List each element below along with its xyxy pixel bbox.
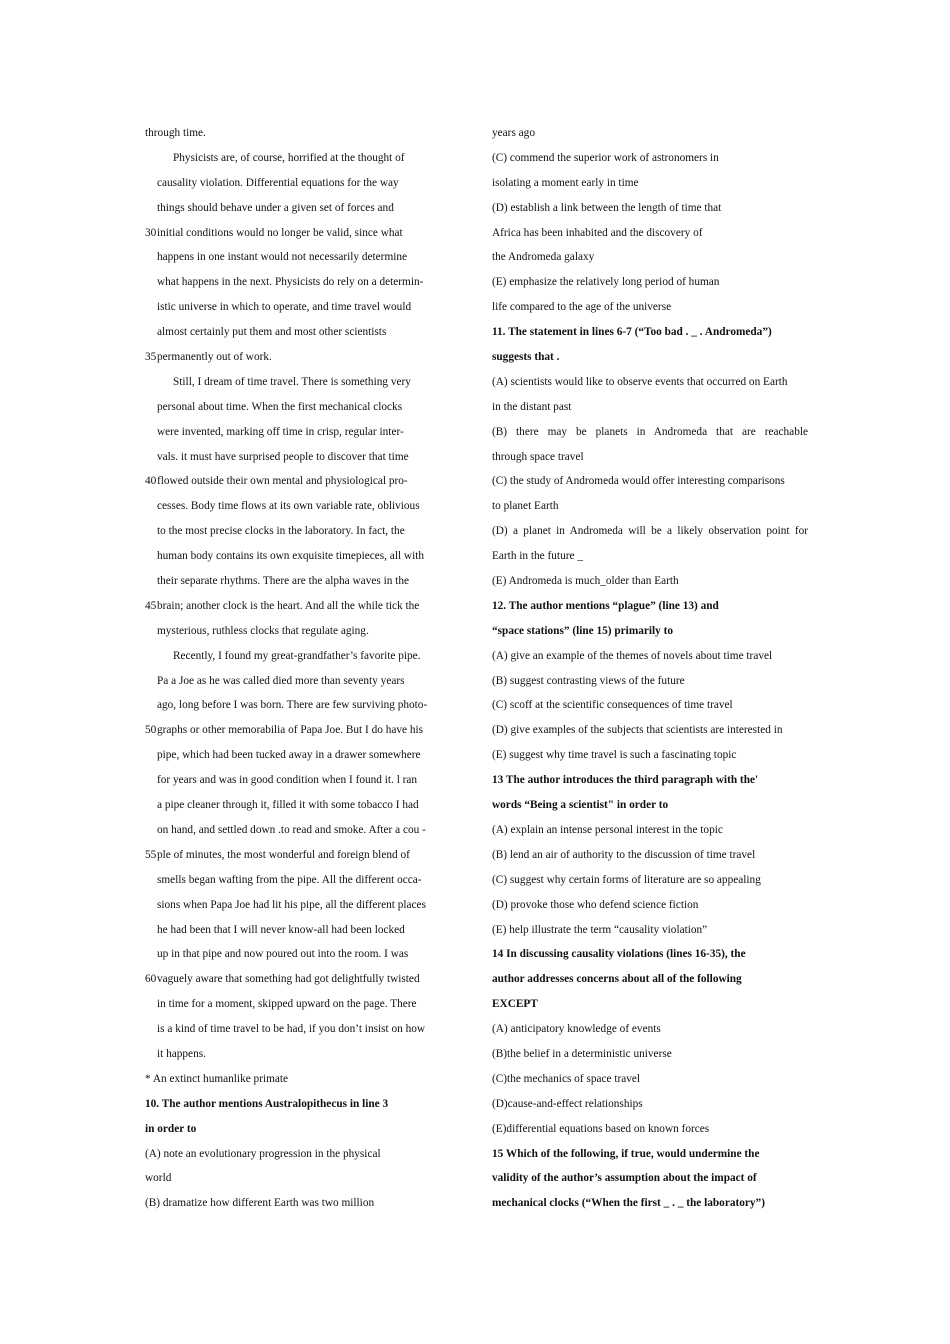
left-line <box>145 519 475 544</box>
right-line-text: Earth in the future _ <box>492 550 583 563</box>
line-number: 35 <box>145 351 157 364</box>
left-line <box>145 1017 475 1042</box>
right-line-text: life compared to the age of the universe <box>492 301 672 314</box>
left-line-text: flowed outside their own mental and physiological pro- <box>157 475 408 488</box>
right-question-line <box>492 619 808 644</box>
right-line-text: (B) there may be planets in Andromeda that are reachable <box>492 425 808 438</box>
left-line <box>145 793 475 818</box>
right-line <box>492 245 808 270</box>
left-line-text: their separate rhythms. There are the alpha waves in the <box>157 575 409 588</box>
right-line-text: (A) scientists would like to observe events that occurred on Earth <box>492 375 788 388</box>
right-line <box>492 395 808 420</box>
right-line-text: 14 In discussing causality violations (lines 16-35), the <box>492 948 746 961</box>
left-line-text: Still, I dream of time travel. There is something very <box>173 375 411 388</box>
left-line <box>145 1067 475 1092</box>
right-line-text: mechanical clocks (“When the first _ . _ the laboratory”) <box>492 1197 765 1210</box>
right-line-text: (B)the belief in a deterministic universe <box>492 1047 672 1060</box>
left-line <box>145 843 475 868</box>
right-line <box>492 1117 808 1142</box>
left-line-text: causality violation. Differential equations for the way <box>157 176 399 189</box>
right-line-text: (C) the study of Andromeda would offer interesting comparisons <box>492 475 785 488</box>
right-line <box>492 1092 808 1117</box>
left-line-text: is a kind of time travel to be had, if you don’t insist on how <box>157 1023 426 1036</box>
left-line-text: in order to <box>145 1122 197 1135</box>
right-line-text: 13 The author introduces the third paragraph with the' <box>492 774 759 787</box>
right-line <box>492 544 808 569</box>
left-line-text: on hand, and settled down .to read and smoke. After a cou - <box>157 823 426 836</box>
right-line-text: (C) scoff at the scientific consequences of time travel <box>492 699 733 712</box>
left-line-text: ago, long before I was born. There are few surviving photo- <box>157 699 428 712</box>
left-line <box>145 967 475 992</box>
right-line-text: author addresses concerns about all of the following <box>492 973 742 986</box>
left-line <box>145 644 475 669</box>
left-line-text: vals. it must have surprised people to discover that time <box>157 450 409 463</box>
left-line-text: what happens in the next. Physicists do rely on a determin- <box>157 276 424 289</box>
right-question-line <box>492 1191 808 1216</box>
left-line <box>145 494 475 519</box>
left-line <box>145 544 475 569</box>
right-line-text: EXCEPT <box>492 998 538 1011</box>
left-line-text: brain; another clock is the heart. And all the while tick the <box>157 599 420 612</box>
left-line-text: permanently out of work. <box>157 351 272 364</box>
right-line-text: 11. The statement in lines 6-7 (“Too bad . _ . Andromeda”) <box>492 326 772 339</box>
right-line-text: (A) anticipatory knowledge of events <box>492 1023 661 1036</box>
left-line <box>145 1166 475 1191</box>
right-line-text: Africa has been inhabited and the discovery of <box>492 226 703 239</box>
right-question-line <box>492 942 808 967</box>
left-line <box>145 992 475 1017</box>
left-line-text: a pipe cleaner through it, filled it with some tobacco I had <box>157 799 419 812</box>
right-line-text: (C) suggest why certain forms of literature are so appealing <box>492 873 761 886</box>
right-line <box>492 918 808 943</box>
left-line-text: istic universe in which to operate, and time travel would <box>157 301 412 314</box>
left-line <box>145 395 475 420</box>
right-line-text: (A) explain an intense personal interest in the topic <box>492 823 723 836</box>
left-line <box>145 469 475 494</box>
left-line <box>145 693 475 718</box>
left-line-text: for years and was in good condition when I found it. l ran <box>157 774 418 787</box>
right-question-line <box>492 992 808 1017</box>
left-line <box>145 569 475 594</box>
left-line <box>145 445 475 470</box>
right-line <box>492 1067 808 1092</box>
right-line-text: suggests that . <box>492 351 560 364</box>
left-line <box>145 196 475 221</box>
left-line <box>145 370 475 395</box>
left-line-text: graphs or other memorabilia of Papa Joe. But I do have his <box>157 724 424 737</box>
left-line-text: 10. The author mentions Australopithecus in line 3 <box>145 1097 389 1110</box>
right-line-text: (D)cause-and-effect relationships <box>492 1097 643 1110</box>
left-column <box>145 121 475 1216</box>
left-line <box>145 171 475 196</box>
left-line-text: ple of minutes, the most wonderful and foreign blend of <box>157 848 410 861</box>
line-number: 40 <box>145 475 157 488</box>
left-line <box>145 942 475 967</box>
right-line <box>492 295 808 320</box>
right-question-line <box>492 320 808 345</box>
left-line-text: (B) dramatize how different Earth was two million <box>145 1197 375 1210</box>
right-question-line <box>492 793 808 818</box>
right-line-text: (C) commend the superior work of astronomers in <box>492 151 719 164</box>
left-line-text: he had been that I will never know-all had been locked <box>157 923 405 936</box>
right-line-text: (D) give examples of the subjects that scientists are interested in <box>492 724 783 737</box>
right-line <box>492 171 808 196</box>
right-line-text: (E)differential equations based on known forces <box>492 1122 710 1135</box>
right-line-text: (C)the mechanics of space travel <box>492 1072 641 1085</box>
left-line-text: world <box>145 1172 172 1185</box>
left-line-text: personal about time. When the first mechanical clocks <box>157 400 403 413</box>
left-line-text: it happens. <box>157 1047 206 1060</box>
left-line-text: in time for a moment, skipped upward on the page. There <box>157 998 417 1011</box>
left-line-text: things should behave under a given set of forces and <box>157 201 394 214</box>
right-line-text: years ago <box>492 127 535 139</box>
left-question-line <box>145 1092 475 1117</box>
line-number: 55 <box>145 848 157 861</box>
right-line <box>492 669 808 694</box>
right-line <box>492 469 808 494</box>
right-line-text: the Andromeda galaxy <box>492 251 595 264</box>
right-line-text: “space stations” (line 15) primarily to <box>492 624 674 637</box>
left-line <box>145 868 475 893</box>
left-line-text: (A) note an evolutionary progression in the physical <box>145 1147 381 1160</box>
right-line <box>492 818 808 843</box>
right-line-text: (A) give an example of the themes of novels about time travel <box>492 649 773 662</box>
right-line <box>492 221 808 246</box>
left-line-text: pipe, which had been tucked away in a drawer somewhere <box>157 749 421 762</box>
line-number: 30 <box>145 226 157 239</box>
left-line <box>145 1191 475 1216</box>
right-line-text: (E) suggest why time travel is such a fascinating topic <box>492 749 737 762</box>
right-line <box>492 569 808 594</box>
left-line-text: Pa a Joe as he was called died more than seventy years <box>157 674 405 687</box>
right-line-text: to planet Earth <box>492 500 559 513</box>
right-line <box>492 893 808 918</box>
left-line-text: were invented, marking off time in crisp, regular inter- <box>157 425 404 438</box>
right-line-text: (D) establish a link between the length of time that <box>492 201 722 214</box>
left-line-text: up in that pipe and now poured out into the room. I was <box>157 948 409 961</box>
right-line-text: 12. The author mentions “plague” (line 13) and <box>492 599 719 612</box>
right-line-text: (B) lend an air of authority to the discussion of time travel <box>492 848 756 861</box>
right-line-text: (E) emphasize the relatively long period of human <box>492 276 720 289</box>
left-line <box>145 420 475 445</box>
left-line-text: to the most precise clocks in the laboratory. In fact, the <box>157 525 405 538</box>
left-line <box>145 893 475 918</box>
right-line-text: (B) suggest contrasting views of the future <box>492 674 685 687</box>
left-line-text: Physicists are, of course, horrified at the thought of <box>173 151 405 164</box>
left-line <box>145 1042 475 1067</box>
right-line-text: 15 Which of the following, if true, would undermine the <box>492 1147 760 1160</box>
right-line <box>492 693 808 718</box>
left-line <box>145 295 475 320</box>
right-line <box>492 718 808 743</box>
right-question-line <box>492 967 808 992</box>
right-line <box>492 121 808 146</box>
left-line <box>145 743 475 768</box>
left-line-text: through time. <box>145 127 206 139</box>
right-line <box>492 1042 808 1067</box>
left-line <box>145 221 475 246</box>
left-line <box>145 146 475 171</box>
left-line <box>145 1142 475 1167</box>
left-line <box>145 918 475 943</box>
right-line-text: (E) Andromeda is much_older than Earth <box>492 575 679 588</box>
left-line-text: vaguely aware that something had got delightfully twisted <box>157 973 420 986</box>
left-line <box>145 345 475 370</box>
left-line <box>145 768 475 793</box>
left-line <box>145 270 475 295</box>
left-line-text: human body contains its own exquisite timepieces, all with <box>157 550 424 563</box>
right-line-text: words “Being a scientist" in order to <box>492 799 669 812</box>
right-line-text: through space travel <box>492 450 584 463</box>
right-line <box>492 196 808 221</box>
left-line-text: almost certainly put them and most other scientists <box>157 326 387 339</box>
left-line-text: sions when Papa Joe had lit his pipe, all the different places <box>157 898 426 911</box>
line-number: 60 <box>145 973 157 986</box>
left-line-text: * An extinct humanlike primate <box>145 1072 289 1085</box>
line-number: 50 <box>145 724 157 737</box>
right-line-text: isolating a moment early in time <box>492 176 639 189</box>
left-line-text: mysterious, ruthless clocks that regulate aging. <box>157 624 369 637</box>
left-line-text: happens in one instant would not necessarily determine <box>157 251 408 264</box>
left-line-text: smells began wafting from the pipe. All the different occa- <box>157 873 422 886</box>
left-line <box>145 245 475 270</box>
right-line <box>492 1017 808 1042</box>
line-number: 45 <box>145 599 157 612</box>
left-question-line <box>145 1117 475 1142</box>
right-question-line <box>492 1142 808 1167</box>
right-question-line <box>492 768 808 793</box>
left-line <box>145 669 475 694</box>
right-question-line <box>492 1166 808 1191</box>
left-line <box>145 718 475 743</box>
left-line <box>145 818 475 843</box>
right-line-text: (E) help illustrate the term “causality violation” <box>492 923 708 936</box>
left-line-text: initial conditions would no longer be valid, since what <box>157 226 403 239</box>
right-line-text: validity of the author’s assumption about the impact of <box>492 1172 757 1185</box>
right-line <box>492 494 808 519</box>
right-line <box>492 743 808 768</box>
left-line <box>145 121 475 146</box>
left-line <box>145 594 475 619</box>
right-line <box>492 644 808 669</box>
right-line <box>492 843 808 868</box>
right-question-line <box>492 345 808 370</box>
left-line <box>145 619 475 644</box>
right-line <box>492 370 808 395</box>
right-line-text: (D) provoke those who defend science fiction <box>492 898 699 911</box>
right-column <box>492 121 808 1216</box>
left-line-text: cesses. Body time flows at its own variable rate, oblivious <box>157 500 420 513</box>
right-line-text: in the distant past <box>492 400 572 413</box>
right-line-text: (D) a planet in Andromeda will be a likely observation point for <box>492 525 808 538</box>
right-line <box>492 420 808 445</box>
right-line <box>492 445 808 470</box>
left-line-text: Recently, I found my great-grandfather’s favorite pipe. <box>173 649 421 662</box>
left-line <box>145 320 475 345</box>
right-question-line <box>492 594 808 619</box>
right-line <box>492 270 808 295</box>
right-line <box>492 519 808 544</box>
right-line <box>492 868 808 893</box>
right-line <box>492 146 808 171</box>
